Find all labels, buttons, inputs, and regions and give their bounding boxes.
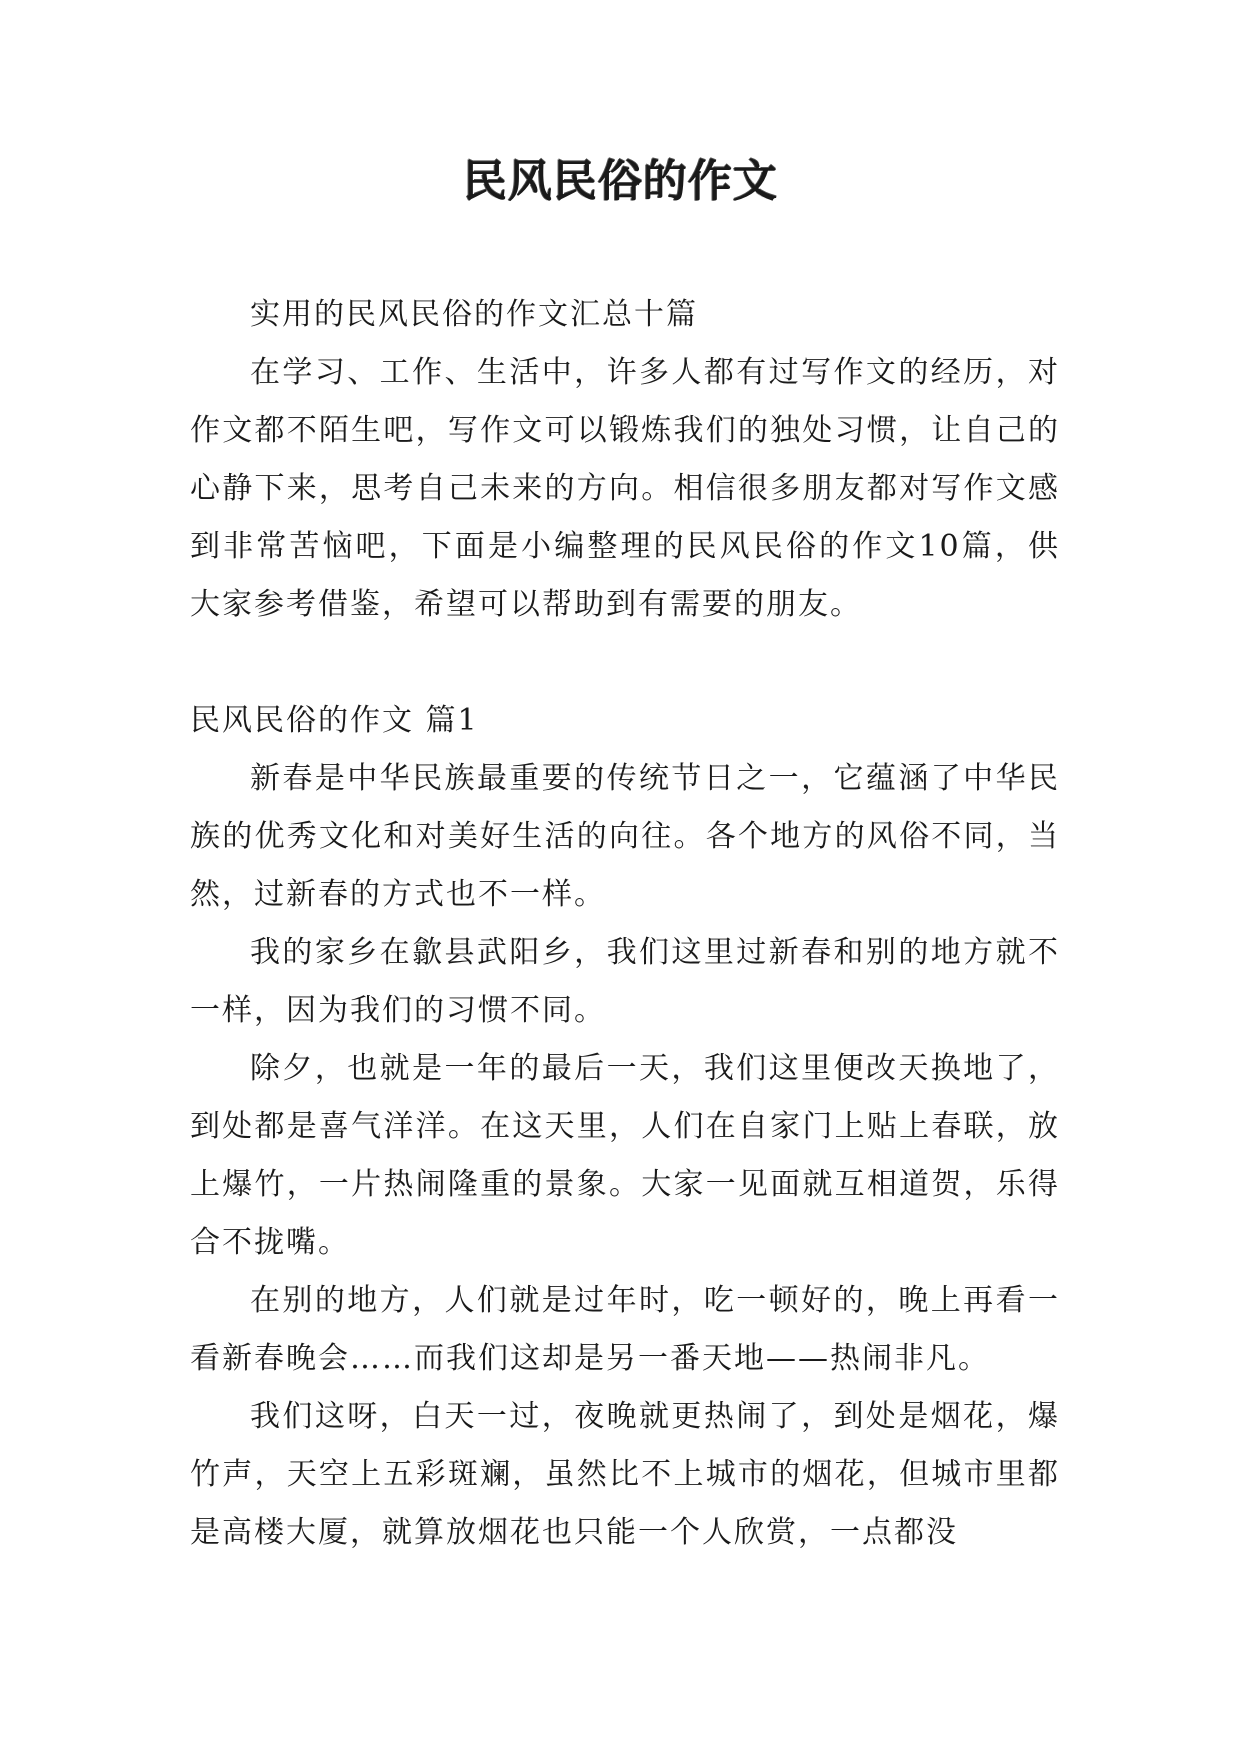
document-title: 民风民俗的作文 — [463, 156, 778, 207]
document-body — [190, 286, 1060, 1562]
body-paragraph: 新春是中华民族最重要的传统节日之一，它蕴涵了中华民族的优秀文化和对美好生活的向往。各个地方的风俗不同，当然，过新春的方式也不一样。 — [190, 761, 1060, 912]
body-paragraph: 在别的地方，人们就是过年时，吃一顿好的，晚上再看一看新春晚会……而我们这却是另一番天地——热闹非凡。 — [190, 1283, 1060, 1376]
body-paragraph: 我们这呀，白天一过，夜晚就更热闹了，到处是烟花，爆竹声，天空上五彩斑斓，虽然比不上城市的烟花，但城市里都是高楼大厦，就算放烟花也只能一个人欣赏，一点都没 — [190, 1399, 1060, 1550]
document-subtitle: 实用的民风民俗的作文汇总十篇 — [250, 297, 698, 332]
body-paragraph: 我的家乡在歙县武阳乡，我们这里过新春和别的地方就不一样，因为我们的习惯不同。 — [190, 935, 1060, 1028]
intro-paragraph: 在学习、工作、生活中，许多人都有过写作文的经历，对作文都不陌生吧，写作文可以锻炼我们的独处习惯，让自己的心静下来，思考自己未来的方向。相信很多朋友都对写作文感到非常苦恼吧，下面是小编整理的民风民俗的作文10篇，供大家参考借鉴，希望可以帮助到有需要的朋友。 — [190, 355, 1060, 622]
section-heading: 民风民俗的作文 篇1 — [190, 703, 479, 738]
section-gap — [190, 634, 1060, 692]
body-paragraph: 除夕，也就是一年的最后一天，我们这里便改天换地了，到处都是喜气洋洋。在这天里，人们在自家门上贴上春联，放上爆竹，一片热闹隆重的景象。大家一见面就互相道贺，乐得合不拢嘴。 — [190, 1051, 1060, 1260]
